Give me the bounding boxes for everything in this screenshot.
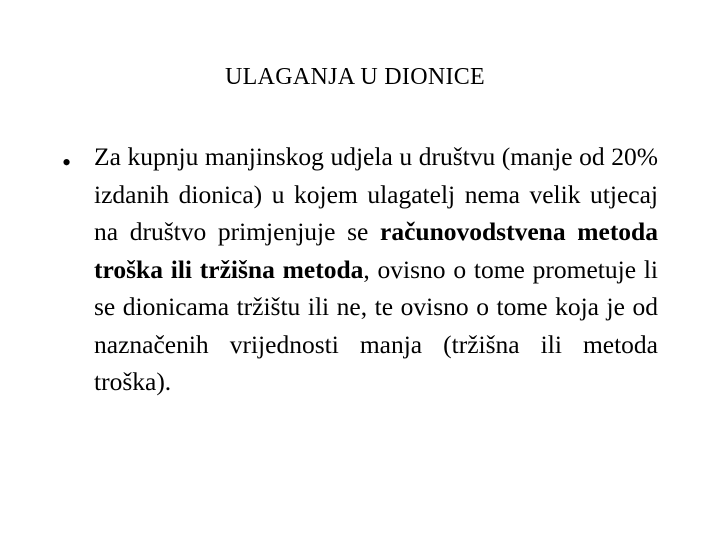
paragraph-bold-methods: računovodstvena metoda troška ili tržišna metoda bbox=[94, 217, 658, 284]
slide-title: ULAGANJA U DIONICE bbox=[224, 64, 486, 90]
bullet-marker: • bbox=[62, 148, 72, 177]
bullet-paragraph bbox=[94, 138, 658, 401]
paragraph-text-end: , ovisno o tome prometuje li se dionicama tržištu ili ne, te ovisno o tome koja je od naznačenih vrijednosti manja (tržišna ili metoda troška). bbox=[94, 254, 658, 396]
paragraph-text-start: Za kupnju manjinskog udjela u društvu (manje od 20% izdanih dionica) u kojem ulagatelj nema velik utjecaj na društvo primjenjuje se bbox=[94, 142, 658, 246]
